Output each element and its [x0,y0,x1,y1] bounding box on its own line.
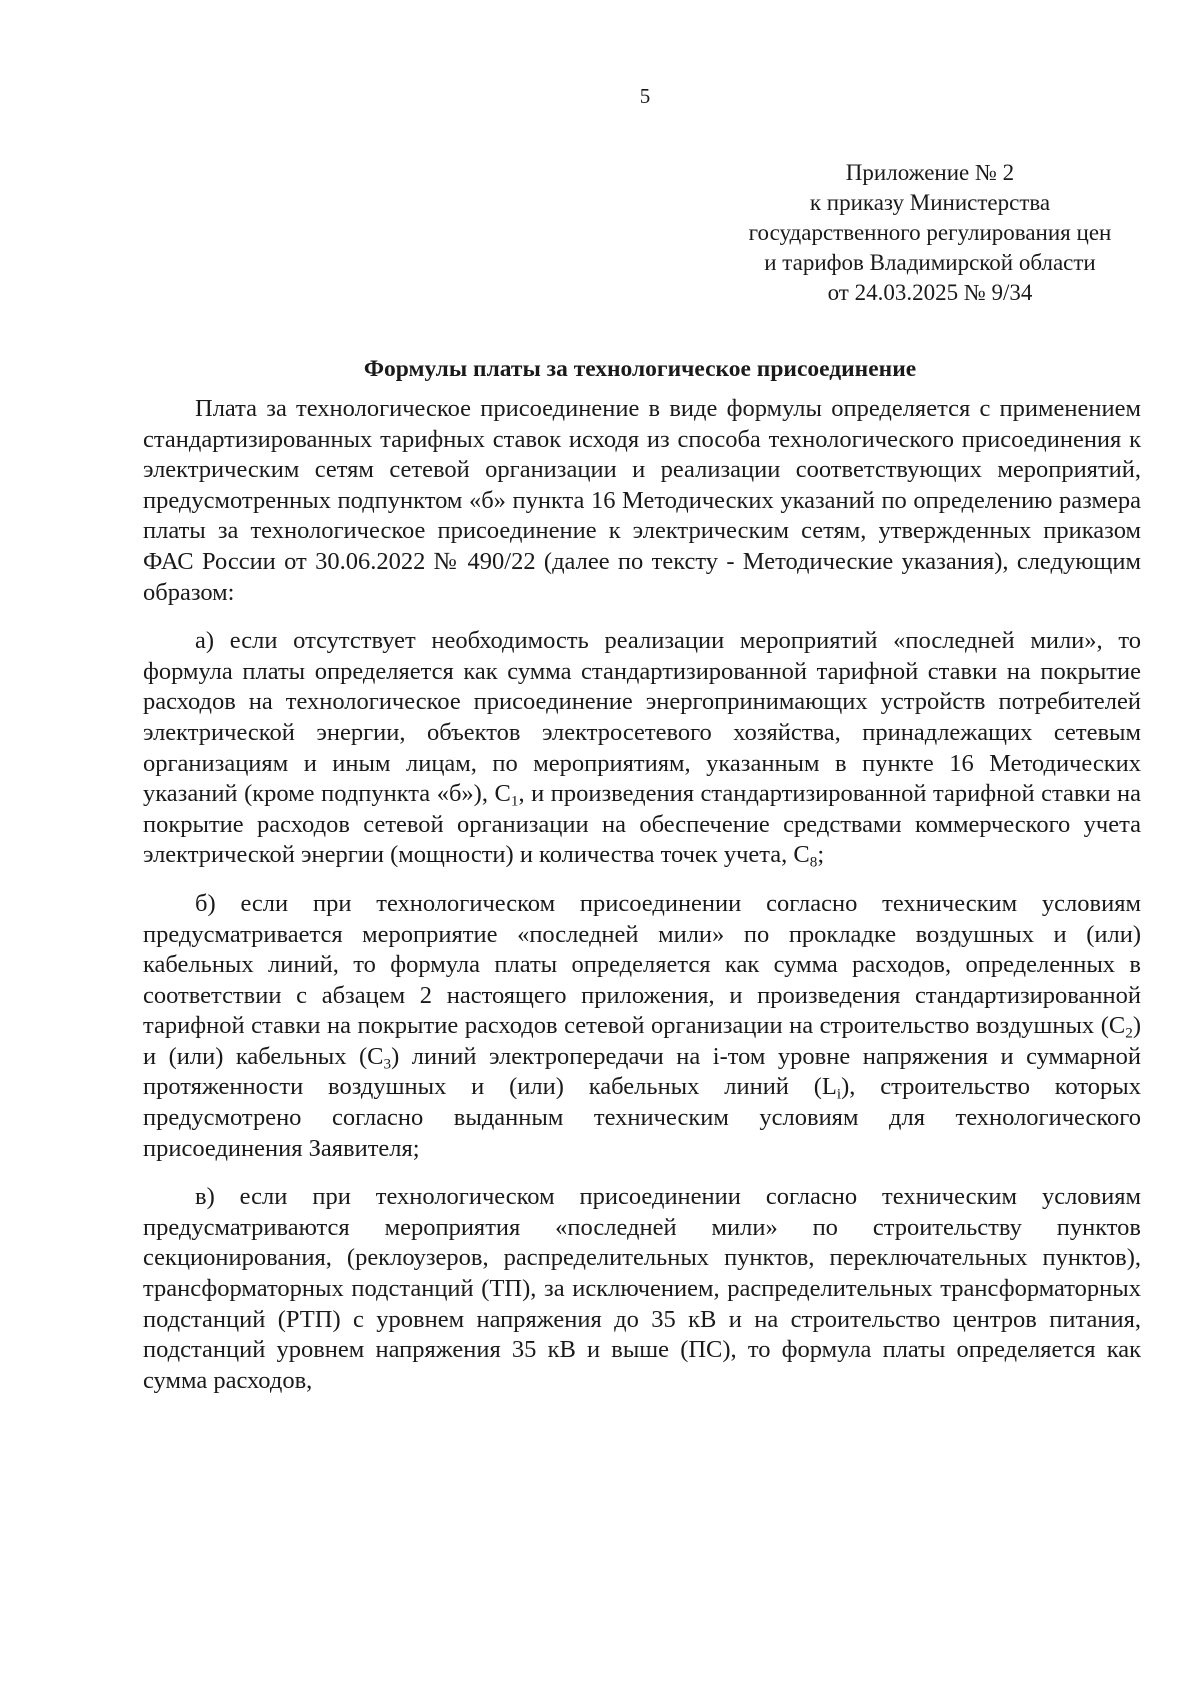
appendix-line: от 24.03.2025 № 9/34 [827,280,1033,305]
item-c-paragraph: в) если при технологическом присоединении согласно техническим условиям предусматриваются мероприятия «последней мили» по строительству пунктов секционирования, (реклоузеров, распределительных пунктов, переключательных пунктов), трансформаторных подстанций (ТП), за исключением, распределительных трансформаторных подстанций (РТП) с уровнем напряжения до 35 кВ и на строительство центров питания, подстанций уровнем напряжения 35 кВ и выше (ПС), то формула платы определяется как сумма расходов, [143,1183,1141,1394]
appendix-line: Приложение № 2 [845,160,1015,185]
subscript: 8 [809,853,818,871]
document-title: Формулы платы за технологическое присоединение [363,356,917,382]
item-b-paragraph [143,889,1141,1164]
item-a-paragraph [143,626,1141,871]
item-b-text: ) и (или) кабельных (С [143,1012,1141,1070]
document-body [143,394,1141,1396]
subscript: 1 [510,792,519,810]
intro-paragraph: Плата за технологическое присоединение в виде формулы определяется с применением стандартизированных тарифных ставок исходя из способа технологического присоединения к электрическим сетям сетевой организации и реализации соответствующих мероприятий, предусмотренных подпунктом «б» пункта 16 Методических указаний по определению размера платы за технологическое присоединение к электрическим сетям, утвержденных приказом ФАС России от 30.06.2022 № 490/22 (далее по тексту - Методические указания), следующим образом: [143,395,1141,606]
item-b-text: ) линий электропередачи на i-том уровне напряжения и суммарной протяженности воздушных и (или) кабельных линий (L [143,1042,1141,1101]
item-a-text: ; [817,841,825,869]
appendix-line: и тарифов Владимирской области [764,250,1096,275]
appendix-header [720,158,1140,308]
item-b-text: ), строительство которых предусмотрено согласно выданным техническим условиям для технологического присоединения Заявителя; [143,1073,1141,1162]
subscript: 2 [1125,1024,1133,1042]
appendix-line: государственного регулирования цен [748,220,1112,245]
subscript: i [836,1086,842,1104]
item-a-text: а) если отсутствует необходимость реализации мероприятий «последней мили», то формула платы определяется как сумма стандартизированной тарифной ставки на покрытие расходов на технологическое присоединение энергопринимающих устройств потребителей электрической энергии, объектов электросетевого хозяйства, принадлежащих сетевым организациям и иным лицам, по мероприятиям, указанным в пункте 16 Методических указаний (кроме подпункта «б»), С [143,627,1141,808]
item-a-text: , и произведения стандартизированной тарифной ставки на покрытие расходов сетевой организации на обеспечение средствами коммерческого учета электрической энергии (мощности) и количества точек учета, С [143,780,1141,869]
subscript: 3 [383,1055,392,1073]
item-b-text: б) если при технологическом присоединении согласно техническим условиям предусматривается мероприятие «последней мили» по прокладке воздушных и (или) кабельных линий, то формула платы определяется как сумма расходов, определенных в соответствии с абзацем 2 настоящего приложения, и произведения стандартизированной тарифной ставки на покрытие расходов сетевой организации на строительство воздушных (С [143,889,1141,1040]
page-number: 5 [639,84,651,108]
appendix-line: к приказу Министерства [809,190,1051,215]
